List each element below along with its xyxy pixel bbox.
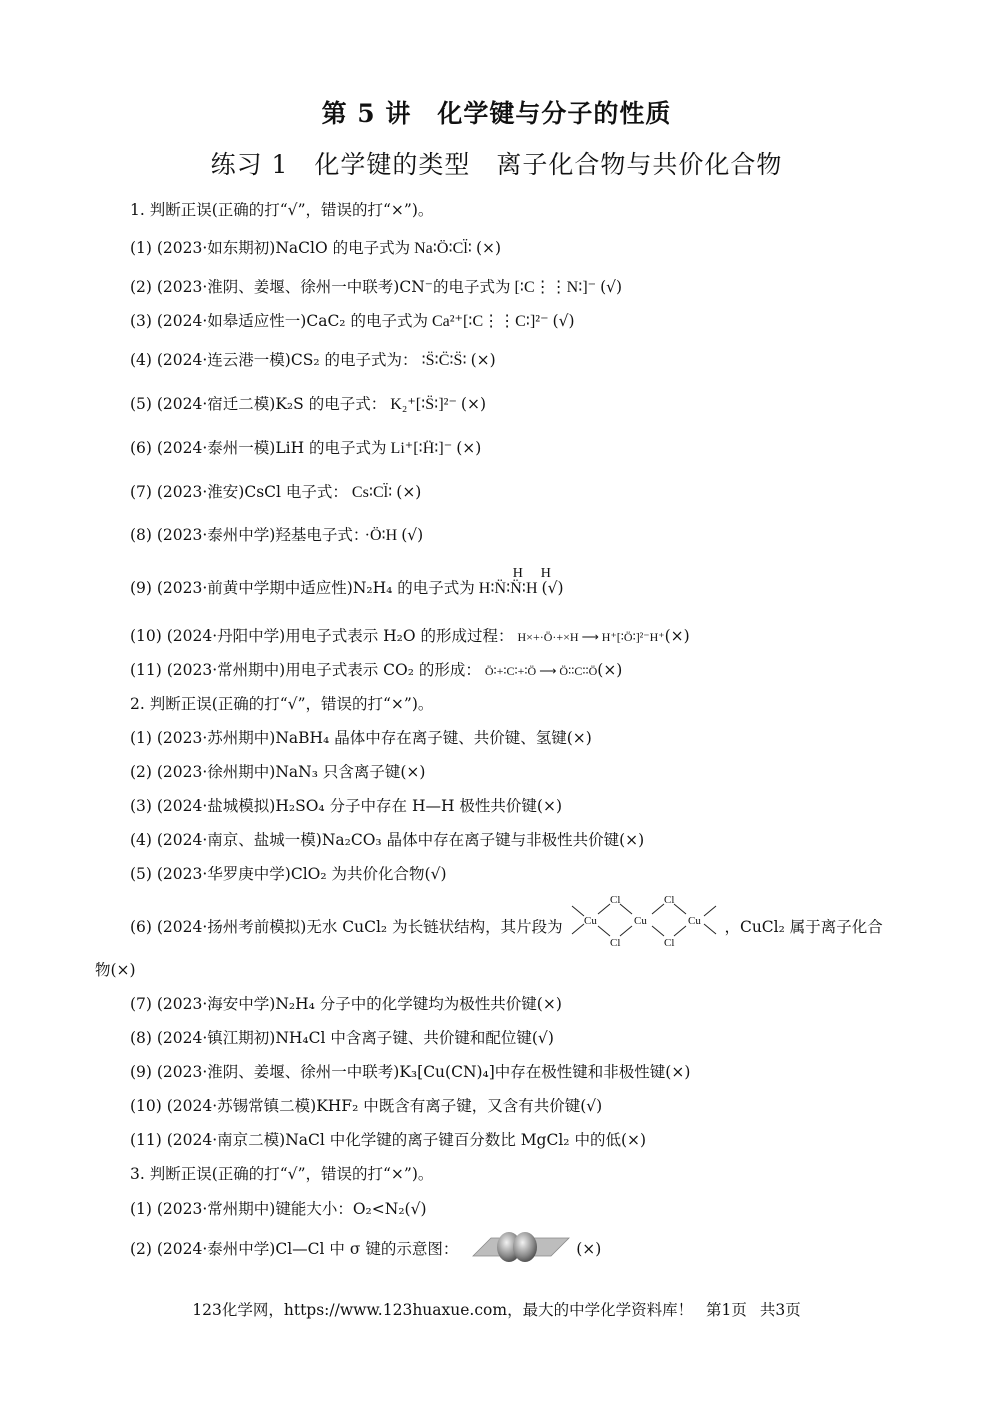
list-item: (2) (2023·徐州期中)NaN₃ 只含离子键(×) [130,763,426,781]
cl-label: Cl [609,937,620,948]
electron-formula: H×+·Ö·+×H ⟶ H⁺[∶Ö∶]²⁻H⁺ [517,630,665,644]
answer: (×) [460,395,486,413]
formula-text: H∶N̈∶N̈∶H [478,580,538,597]
answer: (×) [396,483,422,501]
list-item: (3) (2024·盐城模拟)H₂SO₄ 分子中存在 H—H 极性共价键(×) [130,797,563,815]
section-3-heading: 3. 判断正误(正确的打“√”，错误的打“×”)。 [130,1165,434,1183]
item-text: (3) (2024·如皋适应性一)CaC₂ 的电子式为 [130,312,428,330]
cu-label: Cu [583,915,597,927]
cu-label: Cu [633,915,647,927]
list-item [130,436,481,460]
list-item [130,236,501,260]
footer-page-total: 共3页 [759,1301,801,1319]
list-item [130,566,564,600]
item-text: (6) (2024·泰州一模)LiH 的电子式为 [130,439,387,457]
list-item: (5) (2023·华罗庚中学)ClO₂ 为共价化合物(√) [130,865,447,883]
list-item: (11) (2024·南京二模)NaCl 中化学键的离子键百分数比 MgCl₂ 中的低(×) [130,1131,647,1149]
answer: (√) [552,312,575,330]
list-item-wrap: 物(×) [95,961,136,979]
list-item [130,658,622,682]
item-text: (5) (2024·宿迁二模)K₂S 的电子式： [130,395,387,413]
list-item: (10) (2024·苏锡常镇二模)KHF₂ 中既含有离子键，又含有共价键(√) [130,1097,603,1115]
list-item [130,1236,601,1260]
section-2-heading: 2. 判断正误(正确的打“√”，错误的打“×”)。 [130,695,434,713]
answer: (√) [541,579,564,597]
electron-formula [478,566,551,597]
list-item [130,523,423,547]
item-text: (7) (2023·淮安)CsCl 电子式： [130,483,348,501]
footer-site: 123化学网，https://www.123huaxue.com，最大的中学化学资料库！ [192,1301,694,1319]
item-text-tail: ，CuCl₂ 属于离子化合 [724,918,883,936]
answer: (√) [401,526,424,544]
list-item [130,348,496,372]
item-text: (8) (2023·泰州中学)羟基电子式： [130,526,361,544]
answer: (×) [576,1240,602,1258]
list-item: (7) (2023·海安中学)N₂H₄ 分子中的化学键均为极性共价键(×) [130,995,562,1013]
item-text: (11) (2023·常州期中)用电子式表示 CO₂ 的形成： [130,661,481,679]
item-text: (9) (2023·前黄中学期中适应性)N₂H₄ 的电子式为 [130,579,475,597]
section-1-heading: 1. 判断正误(正确的打“√”，错误的打“×”)。 [130,201,434,219]
electron-formula: Ca²⁺[∶C⋮⋮C∶]²⁻ [431,313,549,330]
cu-label: Cu [687,915,701,927]
answer: (×) [470,351,496,369]
electron-formula: ∶S̈∶C̈∶S̈∶ [421,352,467,369]
cl-label: Cl [663,894,674,906]
list-item [130,624,690,648]
sigma-bond-diagram [463,1230,571,1264]
n2h4-top-h1: H [512,566,523,581]
list-item: (1) (2023·常州期中)键能大小：O₂<N₂(√) [130,1200,427,1218]
item-text: (2) (2023·淮阴、姜堰、徐州一中联考)CN⁻的电子式为 [130,278,511,296]
item-text: (1) (2023·如东期初)NaClO 的电子式为 [130,239,411,257]
item-text: (2) (2024·泰州中学)Cl—Cl 中 σ 键的示意图： [130,1240,459,1258]
n2h4-top-h2: H [540,566,551,581]
answer: (√) [600,278,623,296]
footer-page-number: 第1页 [706,1301,747,1319]
list-item: (8) (2024·镇江期初)NH₄Cl 中含离子键、共价键和配位键(√) [130,1029,554,1047]
list-item [130,392,486,416]
list-item [130,309,575,333]
item-text: (6) (2024·扬州考前模拟)无水 CuCl₂ 为长链状结构，其片段为 [130,918,563,936]
electron-formula: Na∶Ö∶Cl̈∶ [414,240,472,257]
electron-formula: ·Ö∶H [364,527,398,544]
cl-label: Cl [663,937,674,948]
list-item [130,275,622,299]
cucl2-chain-diagram [570,892,718,948]
answer: (×) [456,439,482,457]
electron-formula: Li⁺[∶Ḧ∶]⁻ [390,440,453,457]
electron-formula: Cs∶Cl̈∶ [351,484,393,501]
cl-label: Cl [609,894,620,906]
list-item: (1) (2023·苏州期中)NaBH₄ 晶体中存在离子键、共价键、氢键(×) [130,729,592,747]
answer: (×) [664,627,690,645]
list-item: (9) (2023·淮阴、姜堰、徐州一中联考)K₃[Cu(CN)₄]中存在极性键和非极性键(×) [130,1063,691,1081]
list-item [130,480,421,504]
page-subtitle: 练习 1 化学键的类型 离子化合物与共价化合物 [210,150,783,179]
item-text: (4) (2024·连云港一模)CS₂ 的电子式为： [130,351,418,369]
answer: (×) [597,661,623,679]
list-item [130,894,883,948]
page-title: 第 5 讲 化学键与分子的性质 [321,99,672,128]
list-item: (4) (2024·南京、盐城一模)Na₂CO₃ 晶体中存在离子键与非极性共价键(×) [130,831,645,849]
electron-formula: K₂⁺[∶S̈∶]²⁻ [390,396,457,413]
electron-formula: Ö∶+∶C∶+∶Ö ⟶ Ö∶∶C∶∶Ö [484,664,598,678]
answer: (×) [475,239,502,257]
electron-formula: [∶C⋮⋮N∶]⁻ [514,279,597,296]
page-footer [0,1298,993,1320]
item-text: (10) (2024·丹阳中学)用电子式表示 H₂O 的形成过程： [130,627,514,645]
